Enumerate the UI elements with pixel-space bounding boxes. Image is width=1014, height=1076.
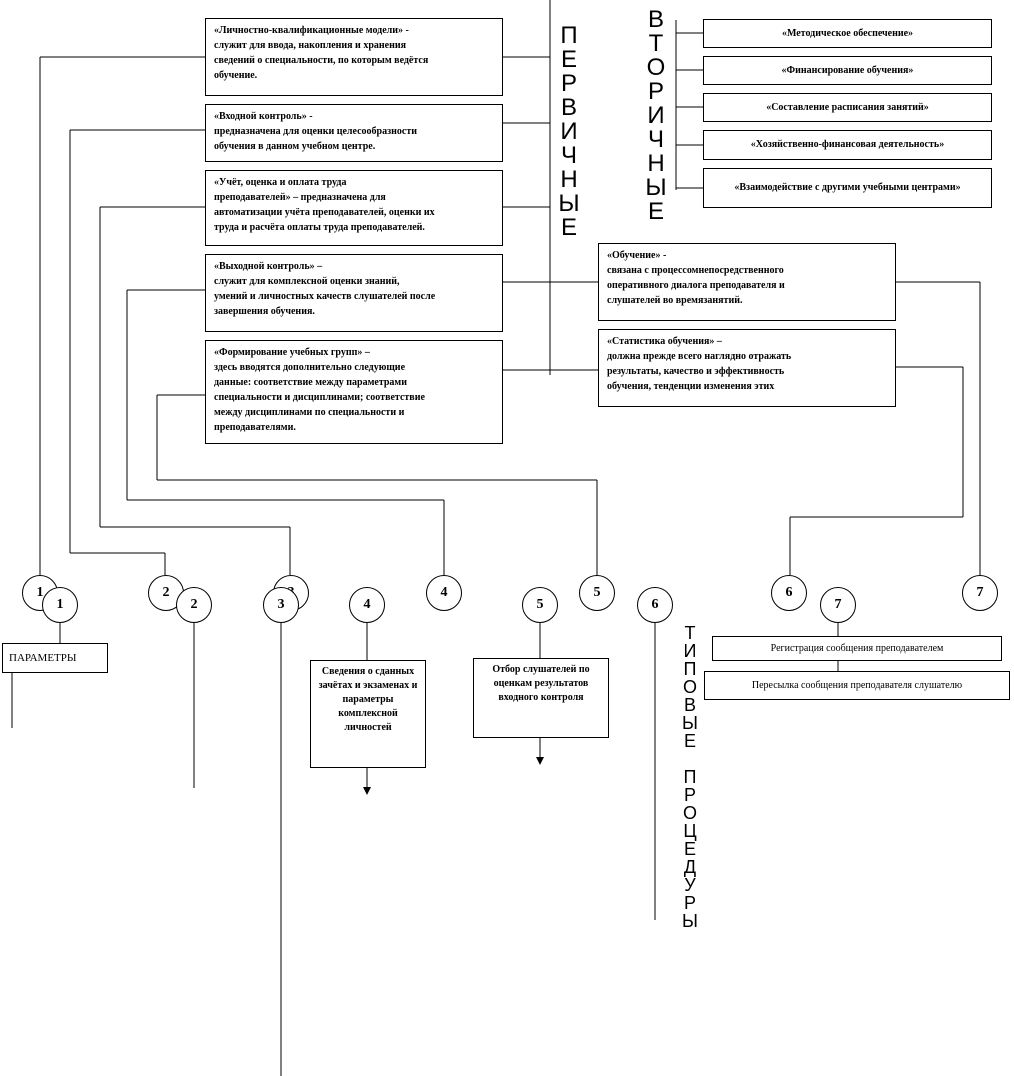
module-text: слушателей во времязанятий. <box>607 295 743 306</box>
module-text: оперативного диалога преподавателя и <box>607 280 785 291</box>
vertical-letter: П <box>560 22 578 49</box>
procedure-student-selection: Отбор слушателей по оценкам результатов входного контроля <box>473 658 609 738</box>
module-text: автоматизации учёта преподавателей, оценки их <box>214 207 435 218</box>
procedure-circle-7: 7 <box>820 587 856 623</box>
module-methodical-support <box>703 19 992 48</box>
vertical-letter: Е <box>683 839 696 859</box>
module-exit-control <box>205 254 503 332</box>
module-title: «Формирование учебных групп» – <box>214 347 370 358</box>
vertical-letter: Е <box>560 46 577 73</box>
vertical-letter: Ч <box>648 126 664 153</box>
module-text: обучения, тенденции изменения этих <box>607 381 775 392</box>
vertical-letter: Р <box>647 78 664 105</box>
module-title: «Обучение» - <box>607 250 667 261</box>
vertical-letter: Ы <box>682 713 698 733</box>
connector-circle-6: 6 <box>771 575 807 611</box>
module-text: преподавателями. <box>214 422 296 433</box>
vertical-letter: Н <box>647 150 665 177</box>
module-text: сведений о специальности, по которым ведётся <box>214 55 429 66</box>
vertical-letter: Ы <box>645 174 667 201</box>
vertical-letter: В <box>560 94 577 121</box>
vertical-text <box>557 24 581 240</box>
vertical-letter: П <box>683 659 697 679</box>
vertical-text <box>644 8 668 224</box>
vertical-letter: О <box>682 677 697 697</box>
vertical-letter: У <box>684 875 696 895</box>
module-text: труда и расчёта оплаты труда преподавателей. <box>214 222 425 233</box>
module-text: между дисциплинами по специальности и <box>214 407 405 418</box>
parameters-box: ПАРАМЕТРЫ <box>2 643 108 673</box>
module-text: специальности и дисциплинами; соответствие <box>214 392 425 403</box>
module-title: «Входной контроль» - <box>214 111 313 122</box>
module-text: завершения обучения. <box>214 306 315 317</box>
module-title: «Составление расписания занятий» <box>766 101 929 113</box>
module-text: обучения в данном учебном центре. <box>214 141 376 152</box>
module-schedule <box>703 93 992 122</box>
module-text: преподавателей» – предназначена для <box>214 192 386 203</box>
vertical-letter: В <box>683 695 696 715</box>
procedure-circle-3: 3 <box>263 587 299 623</box>
vertical-letter: И <box>560 118 578 145</box>
module-text: служит для комплексной оценки знаний, <box>214 276 400 287</box>
vertical-letter: Ч <box>561 142 577 169</box>
module-teacher-accounting <box>205 170 503 246</box>
vertical-letter: Р <box>560 70 577 97</box>
vertical-letter: Н <box>560 166 578 193</box>
procedure-circle-4: 4 <box>349 587 385 623</box>
connector-circle-1: 1 <box>22 575 58 611</box>
vertical-letter: Р <box>683 893 696 913</box>
module-title: «Методическое обеспечение» <box>781 27 914 39</box>
vertical-letter: И <box>647 102 665 129</box>
vertical-letter: П <box>683 767 697 787</box>
vertical-letter: Е <box>683 731 696 751</box>
module-economic-activity <box>703 130 992 160</box>
connector-circle-7: 7 <box>962 575 998 611</box>
connector-circle-2: 2 <box>148 575 184 611</box>
module-group-formation <box>205 340 503 444</box>
vertical-letter: Ы <box>558 190 580 217</box>
module-title: «Взаимодействие с другими учебными центрами» <box>734 182 961 193</box>
module-entry-control <box>205 104 503 162</box>
module-training <box>598 243 896 321</box>
procedure-message-registration: Регистрация сообщения преподавателем <box>712 636 1002 661</box>
procedure-circle-2: 2 <box>176 587 212 623</box>
procedure-circle-6: 6 <box>637 587 673 623</box>
module-title: «Выходной контроль» – <box>214 261 323 272</box>
module-statistics <box>598 329 896 407</box>
module-text: данные: соответствие между параметрами <box>214 377 408 388</box>
connector-circle-5: 5 <box>579 575 615 611</box>
procedure-circle-1: 1 <box>42 587 78 623</box>
primary-label <box>557 24 581 240</box>
module-text: предназначена для оценки целесообразности <box>214 126 417 137</box>
vertical-letter: В <box>647 6 664 33</box>
secondary-label <box>644 8 668 224</box>
module-interaction <box>703 168 992 208</box>
vertical-letter: О <box>682 803 697 823</box>
module-text: умений и личностных качеств слушателей после <box>214 291 436 302</box>
vertical-letter: Т <box>684 623 696 643</box>
typical-procedures-label <box>681 624 699 930</box>
vertical-letter: Е <box>560 214 577 241</box>
module-title: «Статистика обучения» – <box>607 336 722 347</box>
module-text: здесь вводятся дополнительно следующие <box>214 362 406 373</box>
module-personal-models <box>205 18 503 96</box>
module-text: связана с процессомнепосредственного <box>607 265 784 276</box>
vertical-letter: И <box>683 641 697 661</box>
vertical-letter: Е <box>647 198 664 225</box>
module-title: «Личностно-квалификационные модели» - <box>214 25 409 36</box>
vertical-letter: Ц <box>683 821 697 841</box>
vertical-letter <box>681 750 699 768</box>
module-title: «Учёт, оценка и оплата труда <box>214 177 347 188</box>
vertical-letter: Р <box>683 785 696 805</box>
procedure-circle-5: 5 <box>522 587 558 623</box>
module-title: «Хозяйственно-финансовая деятельность» <box>750 139 945 150</box>
module-title: «Финансирование обучения» <box>781 64 914 76</box>
vertical-letter: О <box>646 54 666 81</box>
module-text: должна прежде всего наглядно отражать <box>607 351 792 362</box>
module-text: обучение. <box>214 70 258 81</box>
connector-circle-4: 4 <box>426 575 462 611</box>
vertical-letter: Ы <box>682 911 698 931</box>
module-text: служит для ввода, накопления и хранения <box>214 40 407 51</box>
procedure-message-forwarding: Пересылка сообщения преподавателя слушателю <box>704 671 1010 700</box>
module-text: результаты, качество и эффективность <box>607 366 785 377</box>
vertical-text <box>681 624 699 930</box>
vertical-letter: Т <box>648 30 664 57</box>
procedure-exam-info: Сведения о сданных зачётах и экзаменах и параметры комплексной личностей <box>310 660 426 768</box>
module-financing <box>703 56 992 85</box>
vertical-letter: Д <box>683 857 697 877</box>
